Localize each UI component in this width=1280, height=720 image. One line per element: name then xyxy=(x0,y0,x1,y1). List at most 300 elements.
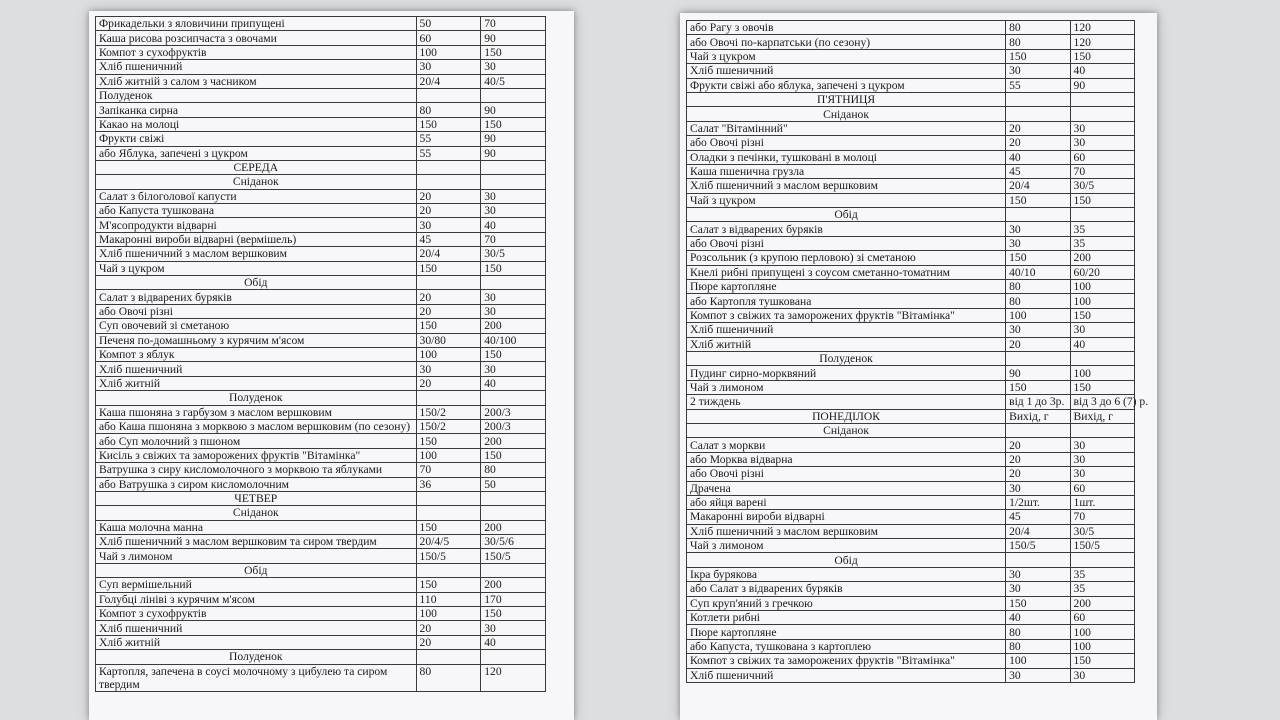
portion-age-1-3-cell: 150 xyxy=(1006,49,1070,63)
table-row xyxy=(96,189,546,203)
dish-name-cell: Чай з цукром xyxy=(687,49,1006,63)
portion-age-3-7-cell: 40 xyxy=(481,635,546,649)
portion-age-1-3-cell xyxy=(416,391,481,405)
portion-age-3-7-cell xyxy=(1070,208,1134,222)
portion-age-3-7-cell: 150 xyxy=(1070,308,1134,322)
portion-age-1-3-cell: 100 xyxy=(416,448,481,462)
table-row xyxy=(96,419,546,433)
dish-name-cell: Компот з свіжих та заморожених фруктів "Вітамінка" xyxy=(687,308,1006,322)
portion-age-3-7-cell: 30/5 xyxy=(1070,179,1134,193)
portion-age-1-3-cell: 45 xyxy=(1006,164,1070,178)
table-row xyxy=(96,247,546,261)
portion-age-3-7-cell: 70 xyxy=(1070,164,1134,178)
portion-age-3-7-cell: 150 xyxy=(481,607,546,621)
portion-age-1-3-cell: 45 xyxy=(416,232,481,246)
portion-age-3-7-cell xyxy=(1070,553,1134,567)
table-row xyxy=(96,434,546,448)
dish-name-cell: Салат з відварених буряків xyxy=(96,290,417,304)
table-row xyxy=(96,290,546,304)
portion-age-1-3-cell xyxy=(1006,92,1070,106)
portion-age-1-3-cell xyxy=(1006,208,1070,222)
portion-age-1-3-cell xyxy=(416,160,481,174)
portion-age-3-7-cell: 30/5 xyxy=(481,247,546,261)
portion-age-3-7-cell: 40 xyxy=(1070,64,1134,78)
dish-name-cell: або Морква відварна xyxy=(687,452,1006,466)
portion-age-3-7-cell: 30 xyxy=(1070,121,1134,135)
table-row xyxy=(96,261,546,275)
table-row xyxy=(96,304,546,318)
portion-age-3-7-cell: 30 xyxy=(1070,452,1134,466)
portion-age-3-7-cell: 170 xyxy=(481,592,546,606)
portion-age-1-3-cell: 40 xyxy=(1006,611,1070,625)
portion-age-3-7-cell: 70 xyxy=(481,17,546,31)
table-row xyxy=(96,635,546,649)
portion-age-3-7-cell: 30/5 xyxy=(1070,524,1134,538)
portion-age-1-3-cell xyxy=(1006,351,1070,365)
dish-name-cell: Хліб житній xyxy=(687,337,1006,351)
portion-age-1-3-cell: 20 xyxy=(1006,337,1070,351)
dish-name-cell: СЕРЕДА xyxy=(96,160,417,174)
portion-age-1-3-cell: 55 xyxy=(416,132,481,146)
portion-age-3-7-cell: 30 xyxy=(481,204,546,218)
portion-age-3-7-cell: 35 xyxy=(1070,236,1134,250)
dish-name-cell: або Овочі різні xyxy=(687,236,1006,250)
portion-age-3-7-cell: 200 xyxy=(481,578,546,592)
day-header-row xyxy=(687,409,1135,423)
table-row xyxy=(96,319,546,333)
portion-age-3-7-cell: 90 xyxy=(1070,78,1134,92)
portion-age-3-7-cell: 200 xyxy=(1070,251,1134,265)
table-row xyxy=(96,204,546,218)
portion-age-1-3-cell xyxy=(416,563,481,577)
table-row xyxy=(687,64,1135,78)
table-row xyxy=(687,265,1135,279)
portion-age-1-3-cell: від 1 до 3р. xyxy=(1006,395,1070,409)
meal-header-row xyxy=(96,506,546,520)
meal-header-row xyxy=(96,391,546,405)
portion-age-3-7-cell: 60 xyxy=(1070,481,1134,495)
portion-age-1-3-cell: 30 xyxy=(1006,64,1070,78)
table-row xyxy=(96,31,546,45)
portion-age-3-7-cell: 100 xyxy=(1070,280,1134,294)
dish-name-cell: Хліб пшеничний xyxy=(687,323,1006,337)
dish-name-cell: Хліб пшеничний xyxy=(96,621,417,635)
portion-age-1-3-cell: 20 xyxy=(416,304,481,318)
portion-age-1-3-cell: 20 xyxy=(416,189,481,203)
dish-name-cell: Розсольник (з крупою перловою) зі сметаною xyxy=(687,251,1006,265)
dish-name-cell: Какао на молоці xyxy=(96,117,417,131)
portion-age-3-7-cell: 90 xyxy=(481,146,546,160)
table-row xyxy=(96,448,546,462)
portion-age-1-3-cell: 20/4 xyxy=(1006,524,1070,538)
portion-age-1-3-cell: 80 xyxy=(1006,639,1070,653)
portion-age-3-7-cell: 150/5 xyxy=(1070,539,1134,553)
dish-name-cell: Голубці лініві з курячим м'ясом xyxy=(96,592,417,606)
portion-age-1-3-cell: 30 xyxy=(1006,582,1070,596)
table-row xyxy=(687,380,1135,394)
dish-name-cell: Компот з сухофруктів xyxy=(96,607,417,621)
portion-age-1-3-cell: 30 xyxy=(1006,222,1070,236)
portion-age-3-7-cell xyxy=(1070,351,1134,365)
portion-age-1-3-cell xyxy=(416,650,481,664)
meal-header-row xyxy=(96,88,546,102)
dish-name-cell: або яйця варені xyxy=(687,495,1006,509)
portion-age-3-7-cell xyxy=(481,276,546,290)
dish-name-cell: або Картопля тушкована xyxy=(687,294,1006,308)
table-row xyxy=(687,625,1135,639)
dish-name-cell: Каша пшоняна з гарбузом з маслом вершковим xyxy=(96,405,417,419)
dish-name-cell: М'ясопродукти відварні xyxy=(96,218,417,232)
dish-name-cell: Запіканка сирна xyxy=(96,103,417,117)
portion-age-1-3-cell xyxy=(1006,107,1070,121)
dish-name-cell: Суп овочевий зі сметаною xyxy=(96,319,417,333)
dish-name-cell: Суп вермішельний xyxy=(96,578,417,592)
dish-name-cell: Печеня по-домашньому з курячим м'ясом xyxy=(96,333,417,347)
dish-name-cell: або Каша пшоняна з морквою з маслом вершковим (по сезону) xyxy=(96,419,417,433)
portion-age-3-7-cell: 200 xyxy=(481,319,546,333)
portion-age-3-7-cell: 150 xyxy=(481,347,546,361)
dish-name-cell: Хліб житній xyxy=(96,635,417,649)
portion-age-3-7-cell: 50 xyxy=(481,477,546,491)
dish-name-cell: Хліб пшеничний xyxy=(96,362,417,376)
dish-name-cell: Фрукти свіжі xyxy=(96,132,417,146)
portion-age-3-7-cell xyxy=(1070,107,1134,121)
portion-age-3-7-cell: 200 xyxy=(481,520,546,534)
portion-age-3-7-cell xyxy=(481,563,546,577)
portion-age-3-7-cell: 80 xyxy=(481,463,546,477)
portion-age-3-7-cell xyxy=(481,491,546,505)
portion-age-1-3-cell: 20 xyxy=(416,290,481,304)
portion-age-1-3-cell: 30 xyxy=(1006,323,1070,337)
dish-name-cell: Салат з білоголової капусти xyxy=(96,189,417,203)
portion-age-3-7-cell: 30 xyxy=(1070,668,1134,682)
portion-age-1-3-cell: 20 xyxy=(1006,121,1070,135)
table-row xyxy=(96,232,546,246)
portion-age-3-7-cell: 60 xyxy=(1070,150,1134,164)
portion-age-1-3-cell: 20 xyxy=(416,621,481,635)
day-header-row xyxy=(96,160,546,174)
portion-age-1-3-cell: 20 xyxy=(1006,136,1070,150)
portion-age-3-7-cell: 40/5 xyxy=(481,74,546,88)
meal-header-row xyxy=(687,208,1135,222)
portion-age-1-3-cell: 80 xyxy=(416,103,481,117)
portion-age-3-7-cell xyxy=(481,160,546,174)
table-row xyxy=(687,308,1135,322)
table-row xyxy=(687,668,1135,682)
portion-age-1-3-cell: 100 xyxy=(416,347,481,361)
portion-age-1-3-cell: 100 xyxy=(416,607,481,621)
table-row xyxy=(687,467,1135,481)
meal-header-row xyxy=(96,650,546,664)
dish-name-cell: ЧЕТВЕР xyxy=(96,491,417,505)
meal-header-row xyxy=(687,423,1135,437)
portion-age-1-3-cell xyxy=(416,491,481,505)
table-row xyxy=(687,539,1135,553)
week-title-row xyxy=(687,395,1135,409)
dish-name-cell: або Овочі різні xyxy=(96,304,417,318)
portion-age-3-7-cell: 90 xyxy=(481,31,546,45)
portion-age-1-3-cell: 80 xyxy=(1006,625,1070,639)
portion-age-1-3-cell: Вихід, г xyxy=(1006,409,1070,423)
portion-age-1-3-cell: 90 xyxy=(1006,366,1070,380)
dish-name-cell: Хліб пшеничний xyxy=(687,64,1006,78)
table-row xyxy=(96,607,546,621)
portion-age-3-7-cell: 40 xyxy=(481,376,546,390)
table-row xyxy=(687,567,1135,581)
table-row xyxy=(96,520,546,534)
table-row xyxy=(96,549,546,563)
table-row xyxy=(687,366,1135,380)
portion-age-1-3-cell: 20/4/5 xyxy=(416,535,481,549)
table-row xyxy=(96,218,546,232)
table-row xyxy=(96,578,546,592)
portion-age-3-7-cell: 60/20 xyxy=(1070,265,1134,279)
dish-name-cell: Обід xyxy=(96,563,417,577)
portion-age-3-7-cell: 35 xyxy=(1070,222,1134,236)
portion-age-3-7-cell: 30 xyxy=(481,189,546,203)
dish-name-cell: ПОНЕДІЛОК xyxy=(687,409,1006,423)
portion-age-1-3-cell: 100 xyxy=(1006,654,1070,668)
portion-age-3-7-cell: 70 xyxy=(1070,510,1134,524)
portion-age-1-3-cell: 100 xyxy=(1006,308,1070,322)
dish-name-cell: Пудинг сирно-морквяний xyxy=(687,366,1006,380)
table-row xyxy=(96,664,546,691)
dish-name-cell: Компот з яблук xyxy=(96,347,417,361)
table-row xyxy=(687,337,1135,351)
dish-name-cell: Сніданок xyxy=(687,107,1006,121)
portion-age-1-3-cell: 150 xyxy=(1006,193,1070,207)
dish-name-cell: Полуденок xyxy=(687,351,1006,365)
portion-age-1-3-cell xyxy=(1006,553,1070,567)
portion-age-3-7-cell: 150/5 xyxy=(481,549,546,563)
portion-age-1-3-cell: 70 xyxy=(416,463,481,477)
dish-name-cell: Чай з цукром xyxy=(687,193,1006,207)
portion-age-3-7-cell: 200/3 xyxy=(481,419,546,433)
table-row xyxy=(687,294,1135,308)
dish-name-cell: або Овочі різні xyxy=(687,467,1006,481)
dish-name-cell: Каша пшенична грузла xyxy=(687,164,1006,178)
portion-age-1-3-cell xyxy=(416,88,481,102)
portion-age-1-3-cell: 80 xyxy=(1006,35,1070,49)
portion-age-3-7-cell: 90 xyxy=(481,103,546,117)
portion-age-3-7-cell xyxy=(481,391,546,405)
dish-name-cell: Ікра бурякова xyxy=(687,567,1006,581)
table-row xyxy=(687,222,1135,236)
portion-age-1-3-cell: 150 xyxy=(416,117,481,131)
table-row xyxy=(96,117,546,131)
dish-name-cell: Фрикадельки з яловичини припущені xyxy=(96,17,417,31)
table-row xyxy=(96,477,546,491)
table-row xyxy=(687,121,1135,135)
dish-name-cell: Каша рисова розсипчаста з овочами xyxy=(96,31,417,45)
table-row xyxy=(96,333,546,347)
portion-age-1-3-cell xyxy=(416,276,481,290)
dish-name-cell: або Салат з відварених буряків xyxy=(687,582,1006,596)
dish-name-cell: Макаронні вироби відварні xyxy=(687,510,1006,524)
dish-name-cell: Кисіль з свіжих та заморожених фруктів "Вітамінка" xyxy=(96,448,417,462)
table-row xyxy=(687,452,1135,466)
portion-age-3-7-cell: 30 xyxy=(481,362,546,376)
portion-age-1-3-cell xyxy=(416,506,481,520)
table-row xyxy=(96,405,546,419)
portion-age-1-3-cell: 80 xyxy=(1006,280,1070,294)
portion-age-3-7-cell: 150 xyxy=(481,45,546,59)
table-row xyxy=(687,21,1135,35)
table-row xyxy=(687,654,1135,668)
portion-age-3-7-cell xyxy=(481,88,546,102)
portion-age-1-3-cell xyxy=(1006,423,1070,437)
table-row xyxy=(96,146,546,160)
portion-age-3-7-cell: 100 xyxy=(1070,639,1134,653)
dish-name-cell: Чай з лимоном xyxy=(687,539,1006,553)
table-row xyxy=(687,510,1135,524)
portion-age-3-7-cell: 30 xyxy=(481,304,546,318)
portion-age-1-3-cell: 55 xyxy=(1006,78,1070,92)
table-row xyxy=(96,74,546,88)
portion-age-3-7-cell: 35 xyxy=(1070,582,1134,596)
table-row xyxy=(687,236,1135,250)
table-row xyxy=(96,376,546,390)
dish-name-cell: Салат з відварених буряків xyxy=(687,222,1006,236)
table-row xyxy=(687,35,1135,49)
portion-age-3-7-cell: від 3 до 6 (7) р. xyxy=(1070,395,1134,409)
table-row xyxy=(687,280,1135,294)
portion-age-3-7-cell: 30 xyxy=(1070,136,1134,150)
dish-name-cell: або Капуста тушкована xyxy=(96,204,417,218)
portion-age-1-3-cell: 20/4 xyxy=(416,247,481,261)
portion-age-3-7-cell: 200 xyxy=(481,434,546,448)
dish-name-cell: Чай з лимоном xyxy=(687,380,1006,394)
dish-name-cell: або Суп молочний з пшоном xyxy=(96,434,417,448)
dish-name-cell: Ватрушка з сиру кисломолочного з морквою та яблуками xyxy=(96,463,417,477)
portion-age-1-3-cell: 30 xyxy=(416,362,481,376)
table-row xyxy=(96,362,546,376)
portion-age-3-7-cell xyxy=(1070,92,1134,106)
portion-age-1-3-cell: 80 xyxy=(416,664,481,691)
dish-name-cell: Фрукти свіжі або яблука, запечені з цукром xyxy=(687,78,1006,92)
portion-age-3-7-cell: 200/3 xyxy=(481,405,546,419)
dish-name-cell: Хліб пшеничний з маслом вершковим xyxy=(687,179,1006,193)
table-row xyxy=(687,481,1135,495)
dish-name-cell: Обід xyxy=(687,208,1006,222)
table-row xyxy=(687,611,1135,625)
portion-age-3-7-cell xyxy=(1070,423,1134,437)
portion-age-3-7-cell xyxy=(481,650,546,664)
table-row xyxy=(687,495,1135,509)
dish-name-cell: Хліб житній з салом з часником xyxy=(96,74,417,88)
portion-age-1-3-cell: 30 xyxy=(1006,567,1070,581)
portion-age-3-7-cell: Вихід, г xyxy=(1070,409,1134,423)
dish-name-cell: Сніданок xyxy=(687,423,1006,437)
document-page-left xyxy=(89,11,574,720)
portion-age-1-3-cell: 20 xyxy=(1006,438,1070,452)
meal-header-row xyxy=(687,351,1135,365)
portion-age-3-7-cell: 40 xyxy=(1070,337,1134,351)
table-row xyxy=(96,45,546,59)
dish-name-cell: Салат з моркви xyxy=(687,438,1006,452)
dish-name-cell: Полуденок xyxy=(96,88,417,102)
dish-name-cell: Компот з свіжих та заморожених фруктів "Вітамінка" xyxy=(687,654,1006,668)
portion-age-3-7-cell: 90 xyxy=(481,132,546,146)
portion-age-1-3-cell: 30 xyxy=(1006,236,1070,250)
table-row xyxy=(687,78,1135,92)
dish-name-cell: Макаронні вироби відварні (вермішель) xyxy=(96,232,417,246)
portion-age-1-3-cell xyxy=(416,175,481,189)
portion-age-3-7-cell xyxy=(481,506,546,520)
portion-age-1-3-cell: 150 xyxy=(1006,380,1070,394)
portion-age-3-7-cell: 30 xyxy=(1070,467,1134,481)
table-row xyxy=(96,463,546,477)
table-row xyxy=(687,164,1135,178)
dish-name-cell: Компот з сухофруктів xyxy=(96,45,417,59)
portion-age-1-3-cell: 150 xyxy=(416,520,481,534)
dish-name-cell: Салат "Вітамінний" xyxy=(687,121,1006,135)
portion-age-3-7-cell xyxy=(481,175,546,189)
portion-age-1-3-cell: 20 xyxy=(1006,467,1070,481)
dish-name-cell: Полуденок xyxy=(96,391,417,405)
table-row xyxy=(687,179,1135,193)
dish-name-cell: або Овочі по-карпатськи (по сезону) xyxy=(687,35,1006,49)
portion-age-3-7-cell: 150 xyxy=(1070,654,1134,668)
meal-header-row xyxy=(96,276,546,290)
portion-age-3-7-cell: 100 xyxy=(1070,294,1134,308)
table-row xyxy=(687,150,1135,164)
dish-name-cell: Чай з лимоном xyxy=(96,549,417,563)
dish-name-cell: Картопля, запечена в соусі молочному з цибулею та сиром твердим xyxy=(96,664,417,691)
dish-name-cell: Кнелі рибні припущені з соусом сметанно-томатним xyxy=(687,265,1006,279)
portion-age-1-3-cell: 50 xyxy=(416,17,481,31)
dish-name-cell: 2 тиждень xyxy=(687,395,1006,409)
table-row xyxy=(687,193,1135,207)
dish-name-cell: Полуденок xyxy=(96,650,417,664)
portion-age-1-3-cell: 20 xyxy=(416,204,481,218)
table-row xyxy=(96,621,546,635)
portion-age-3-7-cell: 100 xyxy=(1070,366,1134,380)
table-row xyxy=(96,103,546,117)
meal-header-row xyxy=(96,563,546,577)
portion-age-3-7-cell: 150 xyxy=(1070,380,1134,394)
table-row xyxy=(687,438,1135,452)
dish-name-cell: Хліб пшеничний з маслом вершковим та сиром твердим xyxy=(96,535,417,549)
portion-age-1-3-cell: 150 xyxy=(416,434,481,448)
day-header-row xyxy=(687,92,1135,106)
portion-age-1-3-cell: 55 xyxy=(416,146,481,160)
portion-age-3-7-cell: 30 xyxy=(1070,438,1134,452)
portion-age-3-7-cell: 120 xyxy=(481,664,546,691)
dish-name-cell: Хліб житній xyxy=(96,376,417,390)
table-row xyxy=(96,60,546,74)
portion-age-1-3-cell: 30 xyxy=(1006,668,1070,682)
portion-age-1-3-cell: 1/2шт. xyxy=(1006,495,1070,509)
portion-age-3-7-cell: 30 xyxy=(481,290,546,304)
table-row xyxy=(687,524,1135,538)
portion-age-1-3-cell: 20 xyxy=(416,635,481,649)
portion-age-1-3-cell: 30/80 xyxy=(416,333,481,347)
dish-name-cell: Хліб пшеничний xyxy=(687,668,1006,682)
table-row xyxy=(96,347,546,361)
dish-name-cell: або Капуста, тушкована з картоплею xyxy=(687,639,1006,653)
dish-name-cell: Обід xyxy=(96,276,417,290)
table-row xyxy=(96,592,546,606)
dish-name-cell: Сніданок xyxy=(96,506,417,520)
portion-age-1-3-cell: 30 xyxy=(416,218,481,232)
menu-table xyxy=(686,20,1149,683)
table-row xyxy=(687,323,1135,337)
dish-name-cell: або Яблука, запечені з цукром xyxy=(96,146,417,160)
portion-age-1-3-cell: 150 xyxy=(416,578,481,592)
table-row xyxy=(687,582,1135,596)
dish-name-cell: П'ЯТНИЦЯ xyxy=(687,92,1006,106)
